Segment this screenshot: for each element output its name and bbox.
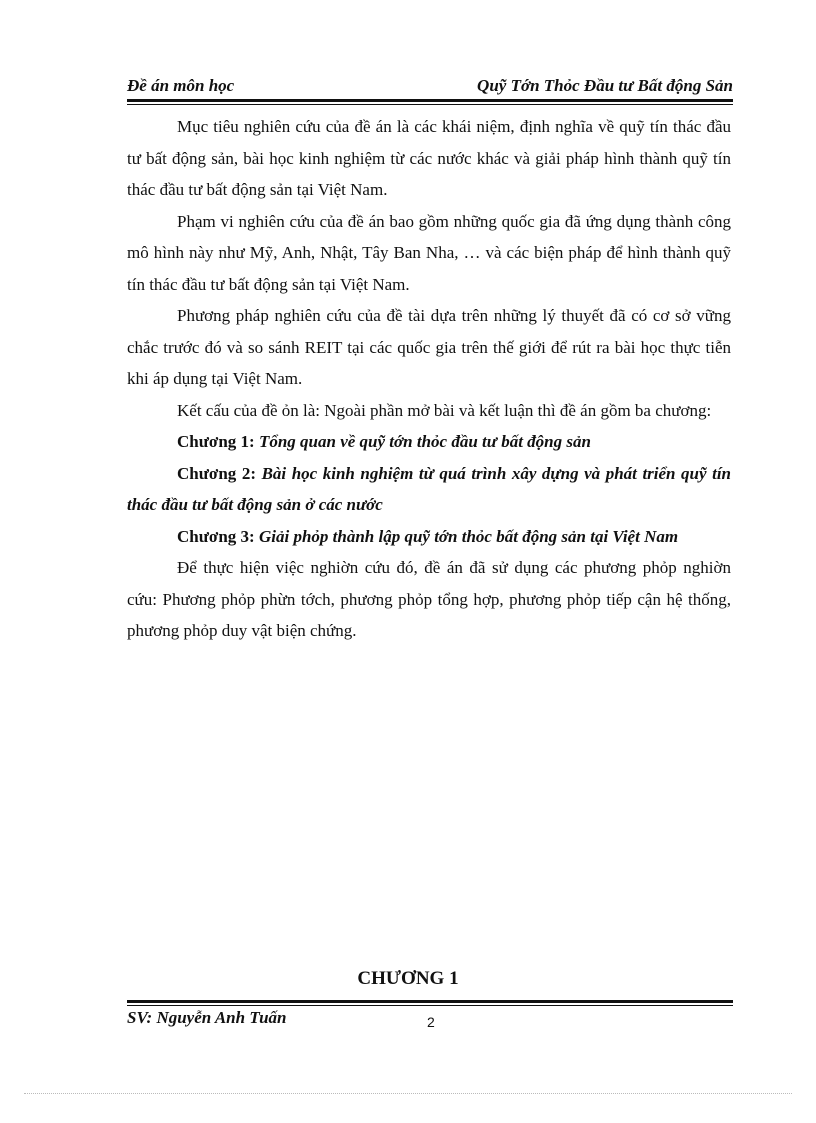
paragraph-methodology: Phương pháp nghiên cứu của đề tài dựa trên những lý thuyết đã có cơ sở vững chắc trước đó và so sánh REIT tại các quốc gia trên thế giới để rút ra bài học thực tiễn khi áp dụng tại Việt Nam. [127, 306, 731, 388]
footer-author: SV: Nguyễn Anh Tuấn [127, 1008, 287, 1027]
paragraph-scope: Phạm vi nghiên cứu của đề án bao gồm những quốc gia đã ứng dụng thành công mô hình này như Mỹ, Anh, Nhật, Tây Ban Nha, … và các biện pháp để hình thành quỹ tín thác đầu tư bất động sản tại Việt Nam. [127, 211, 731, 294]
chapter-3-title: Giải phỏp thành lập quỹ tớn thỏc bất động sản tại Việt Nam [258, 526, 679, 546]
chapter-3-label: Chương 3: [177, 526, 255, 546]
paragraph-methods: Để thực hiện việc nghiờn cứu đó, đề án đã sử dụng các phương phỏp nghiờn cứu: Phương phỏp phừn tớch, phương phỏp tổng hợp, phương phỏp tiếp cận hệ thống, phương phỏp duy vật biện chứng. [127, 558, 731, 640]
chapter-line-1 [127, 426, 731, 458]
paragraph-objectives: Mục tiêu nghiên cứu của đề án là các khái niệm, định nghĩa về quỹ tín thác đầu tư bất động sản, bài học kinh nghiệm từ các nước khác và giải pháp hình thành quỹ tín thác đầu tư bất động sản tại Việt Nam. [127, 117, 731, 199]
header-topic-title: Quỹ Tớn Thỏc Đầu tư Bất động Sản [477, 76, 733, 95]
paragraph-structure: Kết cấu của đề ỏn là: Ngoài phần mở bài và kết luận thì đề án gồm ba chương: [177, 400, 712, 420]
page-bottom-divider [24, 1093, 792, 1094]
footer-rule-thin [127, 1005, 733, 1006]
chapter-line-3 [127, 521, 731, 553]
chapter-2-title: Bài học kinh nghiệm từ quá trình xây dựng và phát triển quỹ tín thác đầu tư bất động sản ở các nước [127, 463, 732, 514]
chapter-2-label: Chương 2: [177, 463, 257, 483]
document-body [127, 111, 731, 647]
page-header [127, 76, 733, 100]
chapter-line-2 [127, 458, 731, 521]
header-course-title: Đề án môn học [127, 76, 235, 95]
header-rule-thick [127, 99, 733, 102]
header-rule-thin [127, 104, 733, 105]
footer-rule-thick [127, 1000, 733, 1003]
chapter-heading: CHƯƠNG 1 [357, 968, 459, 989]
page-number: 2 [427, 1014, 435, 1030]
chapter-1-title: Tổng quan về quỹ tớn thỏc đầu tư bất động sản [258, 432, 591, 451]
chapter-1-label: Chương 1: [177, 432, 255, 451]
